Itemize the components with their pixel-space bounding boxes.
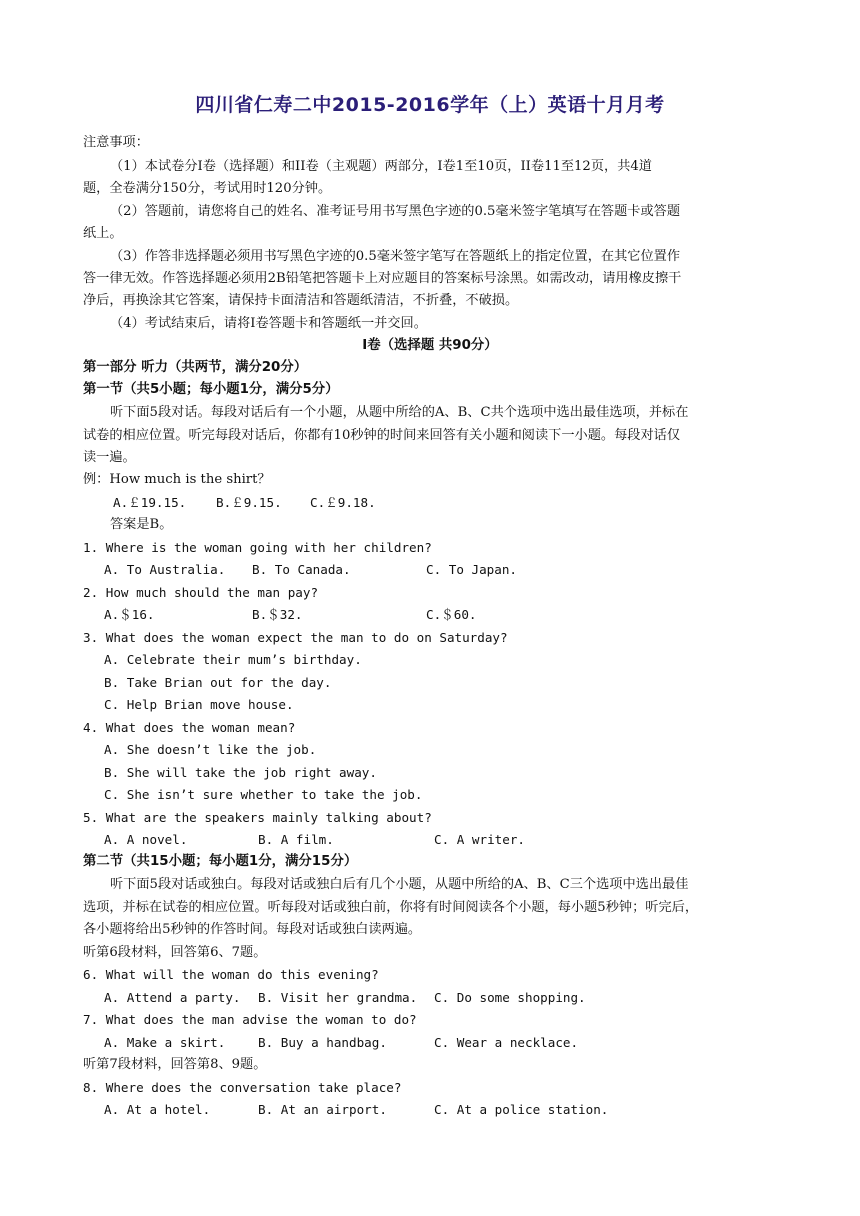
section-instructions: 听下面5段对话。每段对话后有一个小题，从题中所给的A、B、C共个选项中选出最佳选项，并标在 — [110, 405, 689, 420]
section-heading: 第一节（共5小题；每小题1分，满分5分） — [83, 382, 339, 397]
section-heading: 第二节（共15小题；每小题1分，满分15分） — [83, 854, 358, 869]
option: C. Do some shopping. — [434, 990, 586, 1005]
section-instructions: 选项，并标在试卷的相应位置。听每段对话或独白前，你将有时间阅读各个小题，每小题5秒钟；听完后， — [83, 900, 699, 915]
option: A. Celebrate their mum’s birthday. — [104, 652, 362, 667]
option: C. Help Brian move house. — [104, 697, 294, 712]
notice-item: 题，全卷满分150分，考试用时120分钟。 — [83, 181, 332, 196]
notice-item: 纸上。 — [83, 226, 123, 241]
notice-item: （3）作答非选择题必须用书写黑色字迹的0.5毫米签字笔写在答题纸上的指定位置，在其它位置作 — [110, 249, 681, 264]
option: A. A novel. — [104, 832, 188, 847]
material-note: 听第7段材料，回答第8、9题。 — [83, 1057, 267, 1072]
example-answer: 答案是B。 — [110, 517, 173, 532]
page-title: 四川省仁寿二中2015-2016学年（上）英语十月月考 — [195, 94, 665, 116]
question: 1. Where is the woman going with her children? — [83, 540, 432, 555]
notice-item: （4）考试结束后，请将Ⅰ卷答题卡和答题纸一并交回。 — [110, 316, 427, 331]
option: A. Attend a party. — [104, 990, 241, 1005]
example-option: A.￡19.15. — [113, 495, 187, 510]
question: 7. What does the man advise the woman to do? — [83, 1012, 417, 1027]
question: 3. What does the woman expect the man to do on Saturday? — [83, 630, 508, 645]
notice-item: 净后，再换涂其它答案，请保持卡面清洁和答题纸清洁，不折叠，不破损。 — [83, 293, 519, 308]
option: A.＄16. — [104, 607, 155, 622]
question: 2. How much should the man pay? — [83, 585, 319, 600]
option: B.＄32. — [252, 607, 303, 622]
option: C.＄60. — [426, 607, 477, 622]
option: A. To Australia. — [104, 562, 226, 577]
section-instructions: 听下面5段对话或独白。每段对话或独白后有几个小题，从题中所给的A、B、C三个选项中选出最佳 — [110, 877, 689, 892]
option: B. Buy a handbag. — [258, 1035, 387, 1050]
option: B. To Canada. — [252, 562, 351, 577]
option: C. Wear a necklace. — [434, 1035, 579, 1050]
notice-item: 答一律无效。作答选择题必须用2B铅笔把答题卡上对应题目的答案标号涂黑。如需改动，请用橡皮擦干 — [83, 271, 682, 286]
option: C. To Japan. — [426, 562, 517, 577]
notice-item: （2）答题前，请您将自己的姓名、准考证号用书写黑色字迹的0.5毫米签字笔填写在答题卡或答题 — [110, 204, 681, 219]
example-option: C.￡9.18. — [310, 495, 376, 510]
volume-heading: Ⅰ卷（选择题 共90分） — [362, 338, 498, 353]
option: A. She doesn’t like the job. — [104, 742, 317, 757]
section-instructions: 试卷的相应位置。听完每段对话后，你都有10秒钟的时间来回答有关小题和阅读下一小题。每段对话仅 — [83, 428, 681, 443]
option: A. Make a skirt. — [104, 1035, 226, 1050]
option: C. At a police station. — [434, 1102, 609, 1117]
part-heading: 第一部分 听力（共两节，满分20分） — [83, 360, 308, 375]
notice-heading: 注意事项： — [83, 135, 149, 150]
option: B. A film. — [258, 832, 334, 847]
option: C. A writer. — [434, 832, 525, 847]
section-instructions: 各小题将给出5秒钟的作答时间。每段对话或独白读两遍。 — [83, 922, 422, 937]
option: B. Visit her grandma. — [258, 990, 418, 1005]
option: B. Take Brian out for the day. — [104, 675, 332, 690]
material-note: 听第6段材料，回答第6、7题。 — [83, 945, 267, 960]
notice-item: （1）本试卷分Ⅰ卷（选择题）和II卷（主观题）两部分，Ⅰ卷1至10页，II卷11至12页，共4道 — [110, 159, 652, 174]
option: A. At a hotel. — [104, 1102, 211, 1117]
question: 8. Where does the conversation take place? — [83, 1080, 402, 1095]
question: 6. What will the woman do this evening? — [83, 967, 379, 982]
section-instructions: 读一遍。 — [83, 450, 136, 465]
example-question: 例：How much is the shirt？ — [83, 472, 271, 487]
option: C. She isn’t sure whether to take the job. — [104, 787, 423, 802]
option: B. She will take the job right away. — [104, 765, 377, 780]
question: 5. What are the speakers mainly talking about? — [83, 810, 432, 825]
example-option: B.￡9.15. — [216, 495, 282, 510]
question: 4. What does the woman mean? — [83, 720, 296, 735]
option: B. At an airport. — [258, 1102, 387, 1117]
